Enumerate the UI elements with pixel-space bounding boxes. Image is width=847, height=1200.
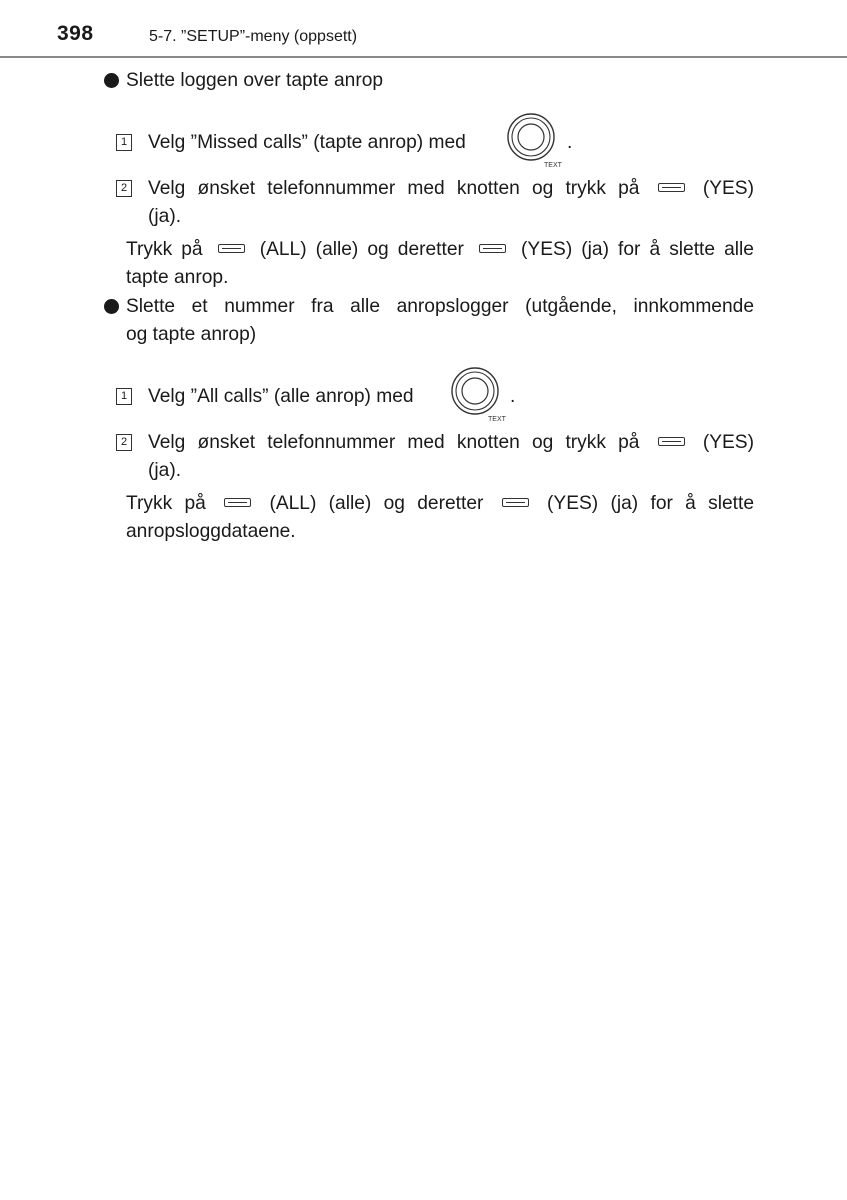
step-text-continuation: (ja). (148, 460, 182, 481)
note-text-part: (ALL) (alle) og deretter (259, 239, 464, 260)
note-text (126, 490, 754, 518)
section-heading: Slette et nummer fra alle anropslogger (utgående, innkommende (126, 296, 754, 317)
step-text-continuation: (ja). (148, 206, 182, 227)
note-text-part: Trykk på (126, 493, 206, 514)
page-header (0, 0, 847, 60)
screen-button-icon (658, 437, 685, 446)
step-text (148, 429, 754, 457)
step-text (148, 175, 754, 203)
step-text-part: (YES) (702, 178, 754, 199)
text-knob-icon (506, 111, 566, 171)
step-number-box: 2 (116, 180, 132, 197)
bullet-icon (104, 73, 119, 88)
knob-label: TEXT (544, 162, 562, 169)
screen-button-icon (218, 244, 245, 253)
screen-button-icon (502, 498, 529, 507)
note-text-part: Trykk på (126, 239, 203, 260)
note-text-continuation: anropsloggdataene. (126, 521, 296, 542)
note-text-part: (YES) (ja) for å slette alle (521, 239, 754, 260)
note-text-part: (YES) (ja) for å slette (547, 493, 755, 514)
step-text-part: (YES) (702, 432, 754, 453)
note-text-part: (ALL) (alle) og deretter (269, 493, 484, 514)
bullet-icon (104, 299, 119, 314)
section-heading: Slette loggen over tapte anrop (126, 70, 384, 91)
page-number: 398 (57, 22, 94, 45)
step-text (148, 129, 466, 157)
screen-button-icon (479, 244, 506, 253)
section-heading-continuation: og tapte anrop) (126, 324, 257, 345)
note-text-continuation: tapte anrop. (126, 267, 229, 288)
section-title: 5-7. ”SETUP”-meny (oppsett) (149, 28, 358, 45)
screen-button-icon (224, 498, 251, 507)
step-number-box: 2 (116, 434, 132, 451)
step-text-label: Velg ”Missed calls” (tapte anrop) med (148, 132, 466, 153)
step-end: . (510, 386, 516, 407)
text-knob-icon (450, 365, 510, 425)
note-text (126, 236, 754, 264)
step-text-part: Velg ønsket telefonnummer med knotten og trykk på (148, 178, 640, 199)
step-text-label: Velg ”All calls” (alle anrop) med (148, 386, 414, 407)
screen-button-icon (658, 183, 685, 192)
step-end: . (567, 132, 573, 153)
step-number-box: 1 (116, 134, 132, 151)
step-number-box: 1 (116, 388, 132, 405)
step-text-part: Velg ønsket telefonnummer med knotten og trykk på (148, 432, 640, 453)
header-rule (0, 56, 847, 58)
knob-label: TEXT (488, 416, 506, 423)
step-text (148, 383, 414, 411)
